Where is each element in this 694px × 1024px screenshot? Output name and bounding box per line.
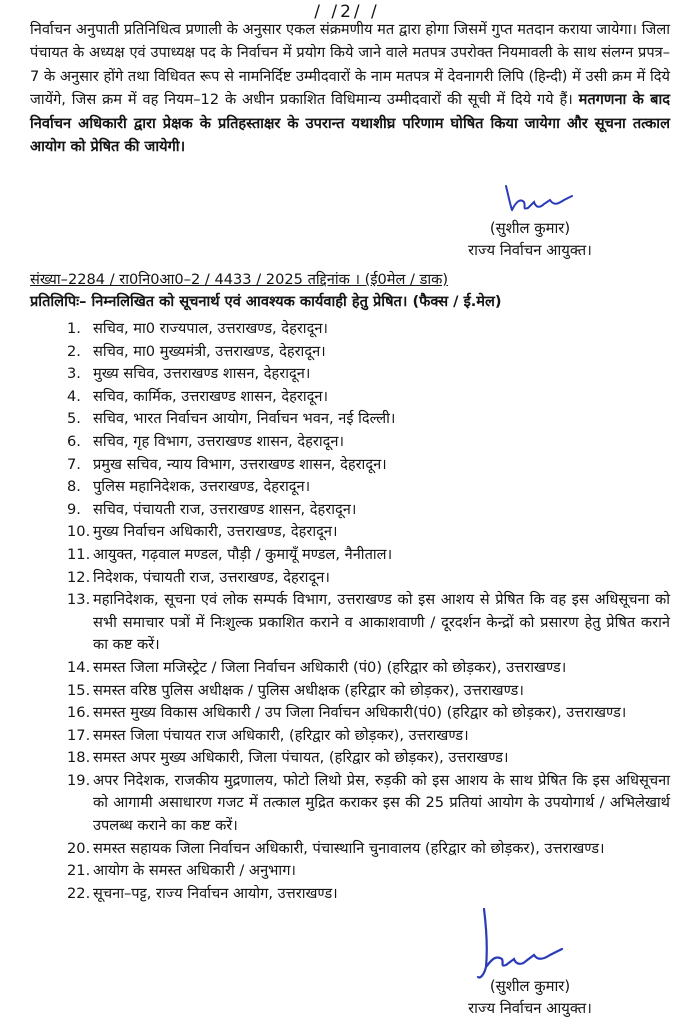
item-number: 19.: [67, 771, 91, 789]
item-text: निदेशक, पंचायती राज, उत्तराखण्ड, देहरादून।: [93, 568, 330, 586]
distribution-item: [30, 363, 670, 386]
distribution-item: [30, 680, 670, 703]
distribution-item: [30, 747, 670, 770]
distribution-item: [30, 702, 670, 725]
distribution-item: [30, 318, 670, 341]
distribution-item: [30, 544, 670, 567]
distribution-item: [30, 860, 670, 883]
item-number: 11.: [67, 545, 91, 563]
item-text: समस्त सहायक जिला निर्वाचन अधिकारी, पंचास्थानि चुनावालय (हरिद्वार को छोड़कर), उत्तराखण्ड।: [93, 839, 605, 857]
reference-number-line: [30, 270, 448, 290]
item-text: समस्त अपर मुख्य अधिकारी, जिला पंचायत, (हरिद्वार को छोड़कर), उत्तराखण्ड।: [93, 749, 509, 767]
item-text: समस्त जिला मजिस्ट्रेट / जिला निर्वाचन अधिकारी (पं0) (हरिद्वार को छोड़कर), उत्तराखण्ड।: [93, 658, 567, 676]
item-number: 3.: [67, 365, 81, 383]
signatory-name-2: (सुशील कुमार): [489, 978, 571, 995]
item-text: पुलिस महानिदेशक, उत्तराखण्ड, देहरादून।: [93, 478, 311, 496]
signature-block-2: [430, 976, 630, 1020]
reference-number: संख्या–2284 / रा0नि0आ0–2 / 4433 / 2025 तद्दिनांक । (ई0मेल / डाक): [30, 271, 449, 288]
item-number: 21.: [67, 862, 91, 880]
item-number: 6.: [67, 432, 81, 450]
distribution-item: [30, 883, 670, 906]
item-number: 8.: [67, 478, 81, 496]
distribution-item: [30, 431, 670, 454]
item-text: अपर निदेशक, राजकीय मुद्रणालय, फोटो लिथो प्रेस, रुड़की को इस आशय के साथ प्रेषित कि इस अधिसूचना को आगामी असाधारण गजट में तत्काल मुद्रित कराकर इस की 25 प्रतियां आयोग के उपयोगार्थ / अभिलेखार्थ उपलब्ध कराने का कष्ट करें।: [93, 771, 670, 835]
item-number: 22.: [67, 884, 91, 902]
item-number: 15.: [67, 681, 91, 699]
item-text: महानिदेशक, सूचना एवं लोक सम्पर्क विभाग, उत्तराखण्ड को इस आशय से प्रेषित कि वह इस अधिसूचना को सभी समाचार पत्रों में निःशुल्क प्रकाशित कराने व आकाशवाणी / दूरदर्शन केन्द्रों को प्रसारण हेतु प्रेषित कराने का कष्ट करें।: [93, 591, 670, 654]
item-number: 4.: [67, 387, 81, 405]
distribution-item: [30, 838, 670, 861]
item-text: सूचना–पट्ट, राज्य निर्वाचन आयोग, उत्तराखण्ड।: [93, 884, 338, 902]
item-number: 9.: [67, 500, 81, 518]
item-text: समस्त वरिष्ठ पुलिस अधीक्षक / पुलिस अधीक्षक (हरिद्वार को छोड़कर), उत्तराखण्ड।: [93, 681, 524, 699]
item-number: 5.: [67, 410, 81, 428]
item-number: 13.: [67, 591, 91, 609]
item-number: 16.: [67, 704, 91, 722]
item-number: 20.: [67, 839, 91, 857]
signatory-name: (सुशील कुमार): [489, 220, 571, 237]
item-number: 14.: [67, 658, 91, 676]
item-text: सचिव, गृह विभाग, उत्तराखण्ड शासन, देहरादून।: [93, 432, 345, 450]
body-text-bold: मतगणना के बाद निर्वाचन अधिकारी द्वारा प्रेक्षक के प्रतिहस्ताक्षर के उपरान्त यथाशीघ्र परिणाम घोषित किया जायेगा और सूचना तत्काल आयोग को प्रेषित की जायेगी।: [30, 91, 670, 156]
signature-1: [500, 180, 580, 220]
item-text: सचिव, भारत निर्वाचन आयोग, निर्वाचन भवन, नई दिल्ली।: [93, 410, 396, 428]
item-text: समस्त जिला पंचायत राज अधिकारी, (हरिद्वार को छोड़कर), उत्तराखण्ड।: [93, 726, 469, 744]
distribution-item: [30, 499, 670, 522]
item-text: मुख्य निर्वाचन अधिकारी, उत्तराखण्ड, देहरादून।: [93, 523, 338, 541]
distribution-item: [30, 386, 670, 409]
item-number: 7.: [67, 455, 81, 473]
distribution-item: [30, 567, 670, 590]
distribution-item: [30, 657, 670, 680]
item-number: 2.: [67, 342, 81, 360]
signatory-designation-2: राज्य निर्वाचन आयुक्त।: [468, 1000, 592, 1017]
item-number: 17.: [67, 726, 91, 744]
item-number: 18.: [67, 749, 91, 767]
body-text: निर्वाचन अनुपाती प्रतिनिधित्व प्रणाली के अनुसार एकल संक्रमणीय मत द्वारा होगा जिसमें गुप्त मतदान कराया जायेगा। जिला पंचायत के अध्यक्ष एवं उपाध्यक्ष पद के निर्वाचन में प्रयोग किये जाने वाले मतपत्र उपरोक्त नियमावली के साथ संलग्न प्रपत्र–7 के अनुसार होंगे तथा विधिवत रूप से नामनिर्दिष्ट उम्मीदवारों के नाम मतपत्र में देवनागरी लिपि (हिन्दी) में उसी क्रम में दिये जायेंगे, जिस क्रम में वह नियम–12 के अधीन प्रकाशित विधिमान्य उम्मीदवारों की सूची में दिये गये हैं।: [30, 21, 670, 109]
body-paragraph: [30, 18, 670, 158]
distribution-list: [30, 318, 670, 905]
item-text: सचिव, पंचायती राज, उत्तराखण्ड शासन, देहरादून।: [93, 500, 357, 518]
distribution-item: [30, 476, 670, 499]
item-text: आयोग के समस्त अधिकारी / अनुभाग।: [93, 862, 296, 880]
distribution-item: [30, 589, 670, 657]
distribution-item: [30, 770, 670, 838]
distribution-item: [30, 341, 670, 364]
distribution-item: [30, 454, 670, 477]
item-text: आयुक्त, गढ़वाल मण्डल, पौड़ी / कुमायूँ मण्डल, नैनीताल।: [93, 545, 393, 563]
copy-to-line: प्रतिलिपिः– निम्नलिखित को सूचनार्थ एवं आवश्यक कार्यवाही हेतु प्रेषित। (फैक्स / ई.मेल): [30, 293, 502, 310]
item-text: सचिव, मा0 मुख्यमंत्री, उत्तराखण्ड, देहरादून।: [93, 342, 326, 360]
item-number: 1.: [67, 320, 81, 337]
distribution-item: [30, 408, 670, 431]
distribution-item: [30, 521, 670, 544]
signature-block-1: [430, 218, 630, 262]
item-text: प्रमुख सचिव, न्याय विभाग, उत्तराखण्ड शासन, देहरादून।: [93, 455, 387, 473]
item-text: समस्त मुख्य विकास अधिकारी / उप जिला निर्वाचन अधिकारी(पं0) (हरिद्वार को छोड़कर), उत्तराखण्ड।: [93, 704, 627, 722]
item-number: 12.: [67, 568, 91, 586]
distribution-item: [30, 725, 670, 748]
item-text: सचिव, मा0 राज्यपाल, उत्तराखण्ड, देहरादून।: [93, 320, 328, 337]
item-text: सचिव, कार्मिक, उत्तराखण्ड शासन, देहरादून।: [93, 387, 329, 405]
item-text: मुख्य सचिव, उत्तराखण्ड शासन, देहरादून।: [93, 365, 311, 383]
page-number: / /2/ /: [314, 2, 380, 22]
signature-2: [470, 905, 580, 985]
item-number: 10.: [67, 523, 91, 541]
signatory-designation: राज्य निर्वाचन आयुक्त।: [468, 242, 592, 259]
